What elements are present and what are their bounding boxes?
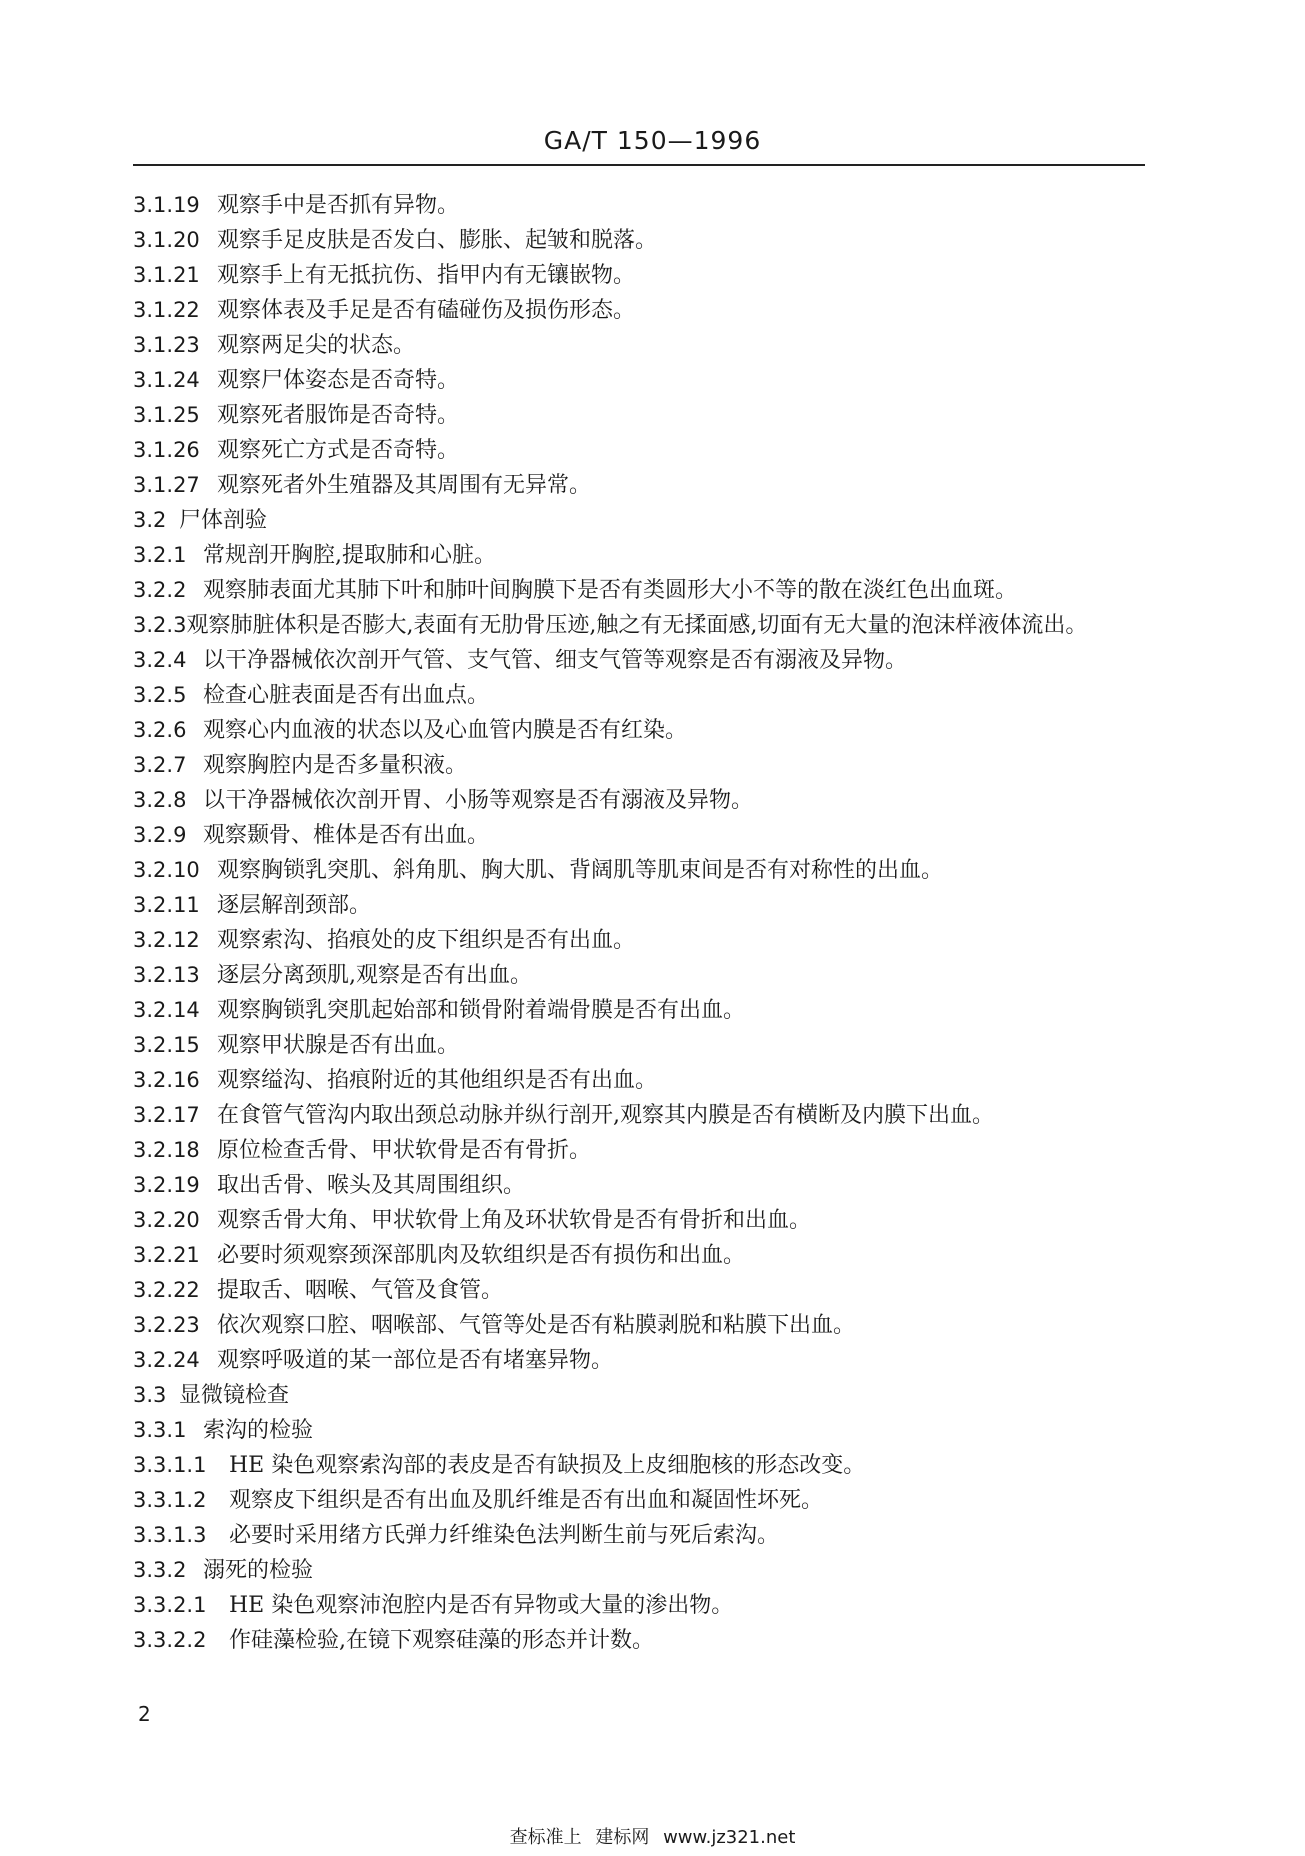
clause-text: 必要时采用绪方氏弹力纤维染色法判断生前与死后索沟。 — [229, 1523, 780, 1548]
clause-text: 观察呼吸道的某一部位是否有堵塞异物。 — [217, 1348, 614, 1373]
clause-text: 提取舌、咽喉、气管及食管。 — [217, 1278, 504, 1303]
clause-line — [133, 1413, 1145, 1448]
clause-text: 以干净器械依次剖开气管、支气管、细支气管等观察是否有溺液及异物。 — [203, 648, 908, 673]
clause-line — [133, 433, 1145, 468]
clause-line — [133, 328, 1145, 363]
clause-number: 3.3.2.2 — [133, 1628, 207, 1652]
clause-line — [133, 958, 1145, 993]
clause-number: 3.2.7 — [133, 753, 187, 777]
clause-line — [133, 678, 1145, 713]
clause-line — [133, 1343, 1145, 1378]
clause-text: HE 染色观察索沟部的表皮是否有缺损及上皮细胞核的形态改变。 — [229, 1453, 866, 1478]
clause-text: 常规剖开胸腔,提取肺和心脏。 — [203, 543, 496, 568]
clause-text: 观察缢沟、掐痕附近的其他组织是否有出血。 — [217, 1068, 658, 1093]
clause-line — [133, 608, 1145, 643]
clause-number: 3.2.5 — [133, 683, 187, 707]
clause-text: 观察颞骨、椎体是否有出血。 — [203, 823, 490, 848]
clause-line — [133, 923, 1145, 958]
clause-text: 观察死亡方式是否奇特。 — [217, 438, 460, 463]
clause-text: 观察手中是否抓有异物。 — [217, 193, 460, 218]
clause-line — [133, 1518, 1145, 1553]
clause-line — [133, 398, 1145, 433]
clause-text: 必要时须观察颈深部肌肉及软组织是否有损伤和出血。 — [217, 1243, 746, 1268]
clause-text: 观察手上有无抵抗伤、指甲内有无镶嵌物。 — [217, 263, 636, 288]
clause-text: 逐层解剖颈部。 — [217, 893, 372, 918]
clause-text: 尸体剖验 — [179, 508, 268, 533]
clause-line — [133, 1378, 1145, 1413]
clause-number: 3.3.1 — [133, 1418, 187, 1442]
clause-text: 观察舌骨大角、甲状软骨上角及环状软骨是否有骨折和出血。 — [217, 1208, 812, 1233]
clause-number: 3.2.8 — [133, 788, 187, 812]
clause-line — [133, 1133, 1145, 1168]
clause-number: 3.2.6 — [133, 718, 187, 742]
clause-text: 观察胸锁乳突肌、斜角肌、胸大肌、背阔肌等肌束间是否有对称性的出血。 — [217, 858, 944, 883]
clause-number: 3.3 — [133, 1383, 167, 1407]
clause-number: 3.2.2 — [133, 578, 187, 602]
clause-number: 3.1.21 — [133, 263, 200, 287]
clause-number: 3.2.16 — [133, 1068, 200, 1092]
clause-line — [133, 993, 1145, 1028]
clause-number: 3.1.20 — [133, 228, 200, 252]
clause-number: 3.2 — [133, 508, 167, 532]
clause-line — [133, 1168, 1145, 1203]
clause-line — [133, 1448, 1145, 1483]
clause-number: 3.2.20 — [133, 1208, 200, 1232]
clause-line — [133, 1238, 1145, 1273]
clause-line — [133, 503, 1145, 538]
clause-text: 观察死者服饰是否奇特。 — [217, 403, 460, 428]
clause-number: 3.2.17 — [133, 1103, 200, 1127]
clause-number: 3.1.23 — [133, 333, 200, 357]
clause-line — [133, 713, 1145, 748]
clause-number: 3.2.10 — [133, 858, 200, 882]
clause-text: 原位检查舌骨、甲状软骨是否有骨折。 — [217, 1138, 592, 1163]
clause-number: 3.2.1 — [133, 543, 187, 567]
clause-number: 3.1.26 — [133, 438, 200, 462]
clause-line — [133, 1063, 1145, 1098]
clause-line — [133, 1308, 1145, 1343]
clause-line — [133, 188, 1145, 223]
clause-text: 以干净器械依次剖开胃、小肠等观察是否有溺液及异物。 — [203, 788, 754, 813]
clause-number: 3.1.27 — [133, 473, 200, 497]
clause-number: 3.2.14 — [133, 998, 200, 1022]
clause-text: 观察心内血液的状态以及心血管内膜是否有红染。 — [203, 718, 688, 743]
clause-number: 3.2.18 — [133, 1138, 200, 1162]
clause-line — [133, 748, 1145, 783]
clause-text: 依次观察口腔、咽喉部、气管等处是否有粘膜剥脱和粘膜下出血。 — [217, 1313, 856, 1338]
clause-text: 索沟的检验 — [203, 1418, 314, 1443]
clause-line — [133, 853, 1145, 888]
clause-line — [133, 1028, 1145, 1063]
clause-text: 观察胸腔内是否多量积液。 — [203, 753, 468, 778]
clause-text: 取出舌骨、喉头及其周围组织。 — [217, 1173, 526, 1198]
document-header: GA/T 150—1996 — [543, 126, 762, 155]
clause-line — [133, 258, 1145, 293]
header-rule — [133, 164, 1145, 166]
clause-text: 观察胸锁乳突肌起始部和锁骨附着端骨膜是否有出血。 — [217, 998, 746, 1023]
footer-link[interactable]: www.jz321.net — [663, 1827, 796, 1848]
clause-text: 观察皮下组织是否有出血及肌纤维是否有出血和凝固性坏死。 — [229, 1488, 824, 1513]
clause-text: 观察两足尖的状态。 — [217, 333, 416, 358]
clause-line — [133, 573, 1145, 608]
clause-number: 3.2.12 — [133, 928, 200, 952]
document-body — [133, 188, 1145, 1658]
clause-number: 3.2.15 — [133, 1033, 200, 1057]
clause-line — [133, 888, 1145, 923]
clause-line — [133, 1203, 1145, 1238]
clause-number: 3.1.19 — [133, 193, 200, 217]
clause-text: 溺死的检验 — [203, 1558, 314, 1583]
footer-text-2: 建标网 — [595, 1827, 650, 1848]
clause-line — [133, 468, 1145, 503]
clause-text: 观察索沟、掐痕处的皮下组织是否有出血。 — [217, 928, 636, 953]
clause-text: 观察甲状腺是否有出血。 — [217, 1033, 460, 1058]
clause-number: 3.2.4 — [133, 648, 187, 672]
clause-line — [133, 818, 1145, 853]
clause-number: 3.2.9 — [133, 823, 187, 847]
clause-line — [133, 538, 1145, 573]
clause-number: 3.2.21 — [133, 1243, 200, 1267]
clause-text: HE 染色观察沛泡腔内是否有异物或大量的渗出物。 — [229, 1593, 734, 1618]
clause-number: 3.3.1.1 — [133, 1453, 207, 1477]
clause-number: 3.3.1.3 — [133, 1523, 207, 1547]
clause-number: 3.3.1.2 — [133, 1488, 207, 1512]
clause-number: 3.2.13 — [133, 963, 200, 987]
footer-watermark — [0, 1823, 1305, 1849]
clause-text: 作硅藻检验,在镜下观察硅藻的形态并计数。 — [229, 1628, 654, 1653]
clause-line — [133, 1098, 1145, 1133]
clause-number: 3.2.19 — [133, 1173, 200, 1197]
clause-line — [133, 1273, 1145, 1308]
clause-text: 观察肺表面尤其肺下叶和肺叶间胸膜下是否有类圆形大小不等的散在淡红色出血斑。 — [203, 578, 1018, 603]
clause-line — [133, 363, 1145, 398]
clause-line — [133, 783, 1145, 818]
clause-text: 观察手足皮肤是否发白、膨胀、起皱和脱落。 — [217, 228, 658, 253]
clause-line — [133, 643, 1145, 678]
clause-line — [133, 1483, 1145, 1518]
clause-number: 3.2.23 — [133, 1313, 200, 1337]
clause-line — [133, 1623, 1145, 1658]
clause-number: 3.1.24 — [133, 368, 200, 392]
clause-text: 观察尸体姿态是否奇特。 — [217, 368, 460, 393]
clause-number: 3.1.22 — [133, 298, 200, 322]
clause-number: 3.3.2.1 — [133, 1593, 207, 1617]
clause-text: 观察体表及手足是否有磕碰伤及损伤形态。 — [217, 298, 636, 323]
clause-line — [133, 1553, 1145, 1588]
clause-text: 观察肺脏体积是否膨大,表面有无肋骨压迹,触之有无揉面感,切面有无大量的泡沫样液体流出。 — [186, 613, 1088, 638]
clause-number: 3.2.11 — [133, 893, 200, 917]
clause-line — [133, 1588, 1145, 1623]
clause-number: 3.2.24 — [133, 1348, 200, 1372]
clause-number: 3.2.3 — [133, 613, 187, 637]
clause-number: 3.2.22 — [133, 1278, 200, 1302]
clause-text: 观察死者外生殖器及其周围有无异常。 — [217, 473, 592, 498]
clause-line — [133, 293, 1145, 328]
clause-text: 在食管气管沟内取出颈总动脉并纵行剖开,观察其内膜是否有横断及内膜下出血。 — [217, 1103, 994, 1128]
clause-number: 3.1.25 — [133, 403, 200, 427]
clause-text: 逐层分离颈肌,观察是否有出血。 — [217, 963, 532, 988]
clause-text: 显微镜检查 — [179, 1383, 290, 1408]
page-number: 2 — [138, 1702, 151, 1726]
clause-line — [133, 223, 1145, 258]
clause-number: 3.3.2 — [133, 1558, 187, 1582]
footer-text-1: 查标准上 — [509, 1827, 582, 1848]
clause-text: 检查心脏表面是否有出血点。 — [203, 683, 490, 708]
